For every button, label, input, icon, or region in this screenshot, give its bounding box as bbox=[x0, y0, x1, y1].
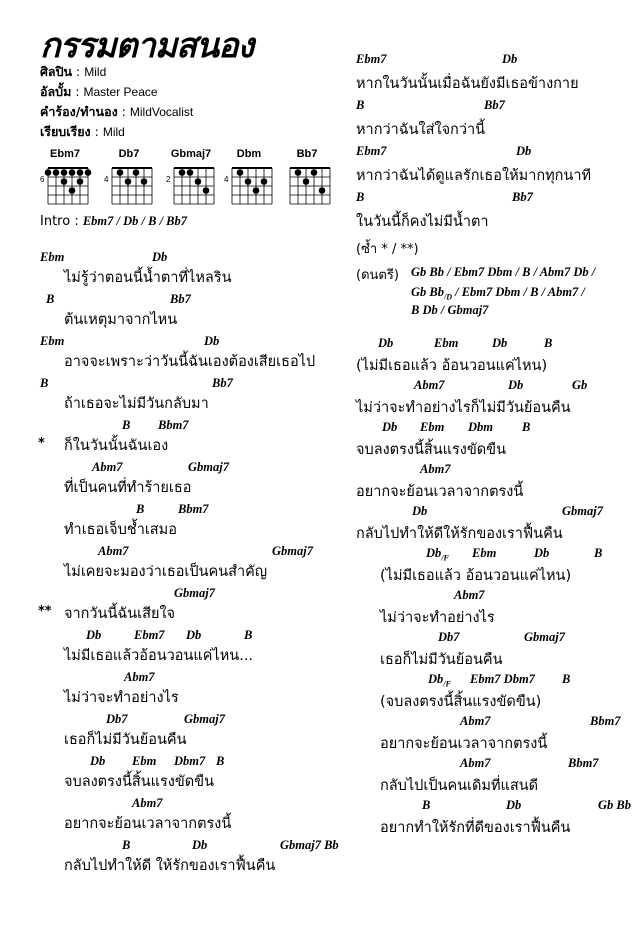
meta-separator: : bbox=[90, 124, 103, 139]
chord-diagram-name: Bb7 bbox=[296, 148, 318, 160]
chord-name: Db bbox=[412, 504, 428, 518]
chord-label bbox=[192, 838, 207, 853]
lyric-line: จบลงตรงนี้สิ้นแรงขัดขืน bbox=[356, 442, 506, 458]
chord-label bbox=[174, 586, 215, 601]
chord-label bbox=[356, 98, 364, 113]
chord-name: Gb bbox=[572, 378, 588, 392]
chord-label bbox=[516, 144, 531, 159]
intro-line bbox=[40, 214, 187, 229]
chord-label bbox=[428, 672, 451, 689]
chord-label bbox=[562, 504, 603, 519]
finger-dot bbox=[319, 187, 326, 194]
chord-name: B bbox=[46, 292, 55, 306]
chord-label bbox=[568, 756, 599, 771]
chord-label bbox=[502, 52, 517, 67]
chord-name: B bbox=[562, 672, 571, 686]
chord-name: B bbox=[136, 502, 145, 516]
chord-label bbox=[204, 334, 219, 349]
solo-line-3: B Db / Gbmaj7 bbox=[411, 303, 489, 317]
lyric-line: ไม่ว่าจะทำอย่างไร bbox=[64, 690, 179, 706]
chord-name: B bbox=[422, 798, 431, 812]
chord-name: Ebm bbox=[472, 546, 497, 560]
lyric-line: อยากจะย้อนเวลาจากตรงนี้ bbox=[356, 484, 524, 500]
chord-label bbox=[136, 502, 144, 517]
solo-line-1: Gb Bb / Ebm7 Dbm / B / Abm7 Db / bbox=[411, 265, 596, 279]
chord-name: Ebm bbox=[434, 336, 459, 350]
chord-name: Dbm bbox=[468, 420, 493, 434]
chord-name: Db bbox=[428, 672, 444, 686]
finger-dot bbox=[45, 169, 52, 176]
chord-name: Ebm7 bbox=[356, 144, 387, 158]
chord-label bbox=[454, 588, 485, 603]
chord-label bbox=[420, 462, 451, 477]
chord-name: B bbox=[356, 98, 365, 112]
meta-value: Mild bbox=[102, 125, 125, 139]
finger-dot bbox=[61, 178, 68, 185]
chord-label bbox=[426, 546, 449, 563]
meta-label: อัลบั้ม bbox=[40, 84, 72, 99]
lyric-line: ต้นเหตุมาจากไหน bbox=[64, 312, 178, 328]
chord-name: B bbox=[216, 754, 225, 768]
finger-dot bbox=[311, 169, 318, 176]
song-title: กรรมตามสนอง bbox=[40, 26, 254, 66]
finger-dot bbox=[133, 169, 140, 176]
chord-label bbox=[244, 628, 252, 643]
chord-label bbox=[414, 378, 445, 393]
chord-name: Db bbox=[152, 250, 168, 264]
chord-label bbox=[492, 336, 507, 351]
chord-label bbox=[40, 334, 64, 349]
finger-dot bbox=[77, 178, 84, 185]
solo-line-2-rest: / Ebm7 Dbm / B / Abm7 / bbox=[452, 285, 585, 299]
lyric-line: (ไม่มีเธอแล้ว อ้อนวอนแค่ไหน) bbox=[356, 358, 548, 374]
chord-label bbox=[460, 714, 491, 729]
chord-name: Ebm7 bbox=[356, 52, 387, 66]
finger-dot bbox=[125, 178, 132, 185]
fret-number: 4 bbox=[224, 175, 229, 184]
meta-line bbox=[40, 62, 106, 82]
chord-name: Abm7 bbox=[454, 588, 485, 602]
lyric-line: กลับไปเป็นคนเดิมที่แสนดี bbox=[380, 778, 539, 794]
chord-label bbox=[98, 544, 129, 559]
lyric-line: อยากจะย้อนเวลาจากตรงนี้ bbox=[64, 816, 232, 832]
chord-label bbox=[132, 754, 156, 769]
chord-label bbox=[40, 250, 64, 265]
chord-label bbox=[122, 838, 130, 853]
lyric-line: ทำเธอเจ็บช้ำเสมอ bbox=[64, 522, 177, 538]
chord-label bbox=[184, 712, 225, 727]
chord-label bbox=[132, 796, 163, 811]
chord-label bbox=[106, 712, 128, 727]
lyric-line: ไม่มีเธอแล้วอ้อนวอนแค่ไหน... bbox=[64, 648, 254, 664]
chord-label bbox=[40, 376, 48, 391]
chord-diagram bbox=[224, 148, 274, 214]
fret-number: 4 bbox=[104, 175, 109, 184]
chord-name: Db bbox=[204, 334, 220, 348]
finger-dot bbox=[203, 187, 210, 194]
chord-label bbox=[382, 420, 397, 435]
chord-name: Bbm7 bbox=[158, 418, 189, 432]
lyric-line: หากในวันนั้นเมื่อฉันยังมีเธอข้างกาย bbox=[356, 76, 579, 92]
chord-name: B bbox=[244, 628, 253, 642]
solo-line-2-sub: /D bbox=[444, 292, 452, 302]
chord-label bbox=[562, 672, 570, 687]
chord-label bbox=[572, 378, 587, 393]
finger-dot bbox=[69, 187, 76, 194]
finger-dot bbox=[179, 169, 186, 176]
chord-name: Abm7 bbox=[98, 544, 129, 558]
finger-dot bbox=[141, 178, 148, 185]
chord-label bbox=[356, 52, 387, 67]
chord-label bbox=[412, 504, 427, 519]
chord-name: Gbmaj7 Bb bbox=[280, 838, 339, 852]
chord-label bbox=[512, 190, 533, 205]
meta-line bbox=[40, 122, 125, 142]
chord-label bbox=[216, 754, 224, 769]
chord-diagram-grid bbox=[224, 162, 276, 210]
lyric-line: กลับไปทำให้ดีให้รักของเราฟื้นคืน bbox=[356, 526, 563, 542]
chord-name: Bb7 bbox=[512, 190, 533, 204]
chord-label bbox=[134, 628, 165, 643]
chord-name: Db bbox=[192, 838, 208, 852]
section-marker: ** bbox=[38, 604, 52, 619]
meta-value: MildVocalist bbox=[129, 105, 194, 119]
chord-name: Db bbox=[516, 144, 532, 158]
chord-name: B bbox=[356, 190, 365, 204]
lyric-line: เธอก็ไม่มีวันย้อนคืน bbox=[380, 652, 503, 668]
chord-name: Db bbox=[502, 52, 518, 66]
chord-label bbox=[590, 714, 621, 729]
chord-name: Gbmaj7 bbox=[184, 712, 225, 726]
chord-label bbox=[544, 336, 552, 351]
repeat-note: (ซ้ำ * / **) bbox=[356, 242, 419, 257]
chord-label bbox=[188, 460, 229, 475]
chord-label bbox=[272, 544, 313, 559]
chord-diagram bbox=[166, 148, 216, 214]
lyric-line: เธอก็ไม่มีวันย้อนคืน bbox=[64, 732, 187, 748]
finger-dot bbox=[61, 169, 68, 176]
chord-label bbox=[186, 628, 201, 643]
chord-name: Abm7 bbox=[460, 756, 491, 770]
finger-dot bbox=[187, 169, 194, 176]
chord-name: Bb7 bbox=[212, 376, 233, 390]
chord-name: Db bbox=[508, 378, 524, 392]
chord-label bbox=[468, 420, 493, 435]
chord-name: Db7 bbox=[106, 712, 128, 726]
chord-name: B bbox=[522, 420, 531, 434]
meta-label: เรียบเรียง bbox=[40, 124, 91, 139]
chord-name: Abm7 bbox=[460, 714, 491, 728]
chord-name: Gbmaj7 bbox=[272, 544, 313, 558]
chord-diagram-grid bbox=[40, 162, 92, 210]
meta-line bbox=[40, 82, 158, 102]
chord-diagram-grid bbox=[166, 162, 218, 210]
chord-name: Db bbox=[86, 628, 102, 642]
finger-dot bbox=[245, 178, 252, 185]
lyric-line: ในวันนี้ก็คงไม่มีน้ำตา bbox=[356, 214, 489, 230]
finger-dot bbox=[85, 169, 92, 176]
chord-name: Db bbox=[426, 546, 442, 560]
chord-name: Bbm7 bbox=[568, 756, 599, 770]
finger-dot bbox=[69, 169, 76, 176]
finger-dot bbox=[195, 178, 202, 185]
chord-label bbox=[86, 628, 101, 643]
chord-label bbox=[534, 546, 549, 561]
finger-dot bbox=[295, 169, 302, 176]
chord-label bbox=[422, 798, 430, 813]
chord-name: Gb Bb bbox=[598, 798, 631, 812]
chord-name: B bbox=[594, 546, 603, 560]
finger-dot bbox=[237, 169, 244, 176]
chord-name: Db bbox=[382, 420, 398, 434]
chord-name: Abm7 bbox=[420, 462, 451, 476]
chord-name: Gbmaj7 bbox=[188, 460, 229, 474]
chord-name: Db7 bbox=[438, 630, 460, 644]
lyric-line: ไม่เคยจะมองว่าเธอเป็นคนสำคัญ bbox=[64, 564, 268, 580]
meta-value: Master Peace bbox=[83, 85, 158, 99]
fret-number: 6 bbox=[40, 175, 45, 184]
finger-dot bbox=[261, 178, 268, 185]
chord-name: Bb7 bbox=[484, 98, 505, 112]
lyric-line: จบลงตรงนี้สิ้นแรงขัดขืน bbox=[64, 774, 214, 790]
chord-label bbox=[356, 144, 387, 159]
lyric-line: กลับไปทำให้ดี ให้รักของเราฟื้นคืน bbox=[64, 858, 276, 874]
finger-dot bbox=[253, 187, 260, 194]
finger-dot bbox=[303, 178, 310, 185]
chord-name: Db bbox=[90, 754, 106, 768]
meta-value: Mild bbox=[84, 65, 107, 79]
chord-diagram bbox=[104, 148, 154, 214]
chord-name: Dbm7 bbox=[174, 754, 206, 768]
chord-label bbox=[594, 546, 602, 561]
chord-name: Db bbox=[506, 798, 522, 812]
lyric-line: ไม่ว่าจะทำอย่างไรก็ไม่มีวันย้อนคืน bbox=[356, 400, 571, 416]
lyric-line: ถ้าเธอจะไม่มีวันกลับมา bbox=[64, 396, 209, 412]
finger-dot bbox=[77, 169, 84, 176]
lyric-line: (จบลงตรงนี้สิ้นแรงขัดขืน) bbox=[380, 694, 542, 710]
solo-line-2-chord: Gb Bb bbox=[411, 285, 444, 299]
chord-label bbox=[470, 672, 535, 687]
chord-diagram-grid bbox=[282, 162, 334, 210]
lyric-line: (ไม่มีเธอแล้ว อ้อนวอนแค่ไหน) bbox=[380, 568, 572, 584]
chord-diagram-name: Dbm bbox=[236, 148, 262, 160]
chord-diagram bbox=[40, 148, 90, 214]
chord-bass-note: /F bbox=[441, 553, 449, 563]
chord-label bbox=[508, 378, 523, 393]
lyric-line: อยากจะย้อนเวลาจากตรงนี้ bbox=[380, 736, 548, 752]
chord-name: Bb7 bbox=[170, 292, 191, 306]
chord-diagram-name: Db7 bbox=[118, 148, 140, 160]
intro-chords: Ebm7 / Db / B / Bb7 bbox=[82, 214, 188, 228]
lyric-line: อยากทำให้รักที่ดีของเราฟื้นคืน bbox=[380, 820, 571, 836]
chord-label bbox=[460, 756, 491, 771]
chord-name: Gbmaj7 bbox=[562, 504, 603, 518]
chord-label bbox=[92, 460, 123, 475]
chord-label bbox=[170, 292, 191, 307]
chord-label bbox=[174, 754, 205, 769]
chord-label bbox=[178, 502, 209, 517]
chord-name: Ebm7 Dbm7 bbox=[470, 672, 535, 686]
chord-label bbox=[524, 630, 565, 645]
chord-name: Ebm bbox=[40, 334, 65, 348]
lyric-line: ไม่รู้ว่าตอนนี้น้ำตาที่ไหลริน bbox=[64, 270, 232, 286]
chord-label bbox=[158, 418, 189, 433]
chord-label bbox=[434, 336, 458, 351]
chord-bass-note: /F bbox=[443, 679, 451, 689]
chord-name: Abm7 bbox=[132, 796, 163, 810]
chord-label bbox=[356, 190, 364, 205]
chord-name: Gbmaj7 bbox=[174, 586, 215, 600]
chord-name: B bbox=[122, 418, 131, 432]
meta-separator: : bbox=[71, 84, 84, 99]
meta-separator: : bbox=[117, 104, 130, 119]
chord-name: Db bbox=[534, 546, 550, 560]
chord-name: Gbmaj7 bbox=[524, 630, 565, 644]
chord-label bbox=[472, 546, 496, 561]
chord-label bbox=[122, 418, 130, 433]
lyric-line: หากว่าฉันได้ดูแลรักเธอให้มากทุกนาที bbox=[356, 168, 592, 184]
fret-number: 2 bbox=[166, 175, 171, 184]
chord-name: Ebm bbox=[420, 420, 445, 434]
chord-diagram-name: Gbmaj7 bbox=[170, 148, 212, 160]
solo-label: (ดนตรี) bbox=[356, 268, 399, 283]
meta-line bbox=[40, 102, 193, 122]
lyric-line: จากวันนี้ฉันเสียใจ bbox=[64, 606, 176, 622]
chord-diagram bbox=[282, 148, 332, 214]
chord-name: Db bbox=[186, 628, 202, 642]
meta-label: คำร้อง/ทำนอง bbox=[40, 104, 118, 119]
lyric-line: อาจจะเพราะว่าวันนี้ฉันเองต้องเสียเธอไป bbox=[64, 354, 316, 370]
chord-name: Abm7 bbox=[124, 670, 155, 684]
chord-label bbox=[522, 420, 530, 435]
chord-name: Ebm bbox=[40, 250, 65, 264]
chord-name: Abm7 bbox=[92, 460, 123, 474]
chord-label bbox=[506, 798, 521, 813]
solo-line-2 bbox=[411, 285, 585, 302]
chord-name: Bbm7 bbox=[178, 502, 209, 516]
lyric-line: ที่เป็นคนที่ทำร้ายเธอ bbox=[64, 480, 192, 496]
meta-separator: : bbox=[72, 64, 85, 79]
lyric-line: ก็ในวันนั้นฉันเอง bbox=[64, 438, 169, 454]
chord-name: B bbox=[122, 838, 131, 852]
chord-label bbox=[598, 798, 631, 813]
lyric-line: ไม่ว่าจะทำอย่างไร bbox=[380, 610, 495, 626]
finger-dot bbox=[53, 169, 60, 176]
chord-name: Bbm7 bbox=[590, 714, 621, 728]
chord-label bbox=[484, 98, 505, 113]
chord-name: Db bbox=[492, 336, 508, 350]
chord-name: B bbox=[544, 336, 553, 350]
lyric-line: หากว่าฉันใส่ใจกว่านี้ bbox=[356, 122, 486, 138]
chord-label bbox=[378, 336, 393, 351]
chord-diagram-name: Ebm7 bbox=[50, 148, 80, 160]
chord-label bbox=[280, 838, 339, 853]
finger-dot bbox=[117, 169, 124, 176]
section-marker: * bbox=[38, 436, 45, 451]
chord-name: Ebm bbox=[132, 754, 157, 768]
chord-label bbox=[438, 630, 460, 645]
chord-label bbox=[152, 250, 167, 265]
chord-name: Abm7 bbox=[414, 378, 445, 392]
chord-name: Db bbox=[378, 336, 394, 350]
chord-label bbox=[212, 376, 233, 391]
chord-name: Ebm7 bbox=[134, 628, 165, 642]
chord-diagram-grid bbox=[104, 162, 156, 210]
chord-label bbox=[124, 670, 155, 685]
chord-name: B bbox=[40, 376, 49, 390]
chord-label bbox=[90, 754, 105, 769]
chord-label bbox=[46, 292, 54, 307]
chord-label bbox=[420, 420, 444, 435]
meta-label: ศิลปิน bbox=[40, 64, 73, 79]
intro-label: Intro : bbox=[40, 214, 79, 229]
